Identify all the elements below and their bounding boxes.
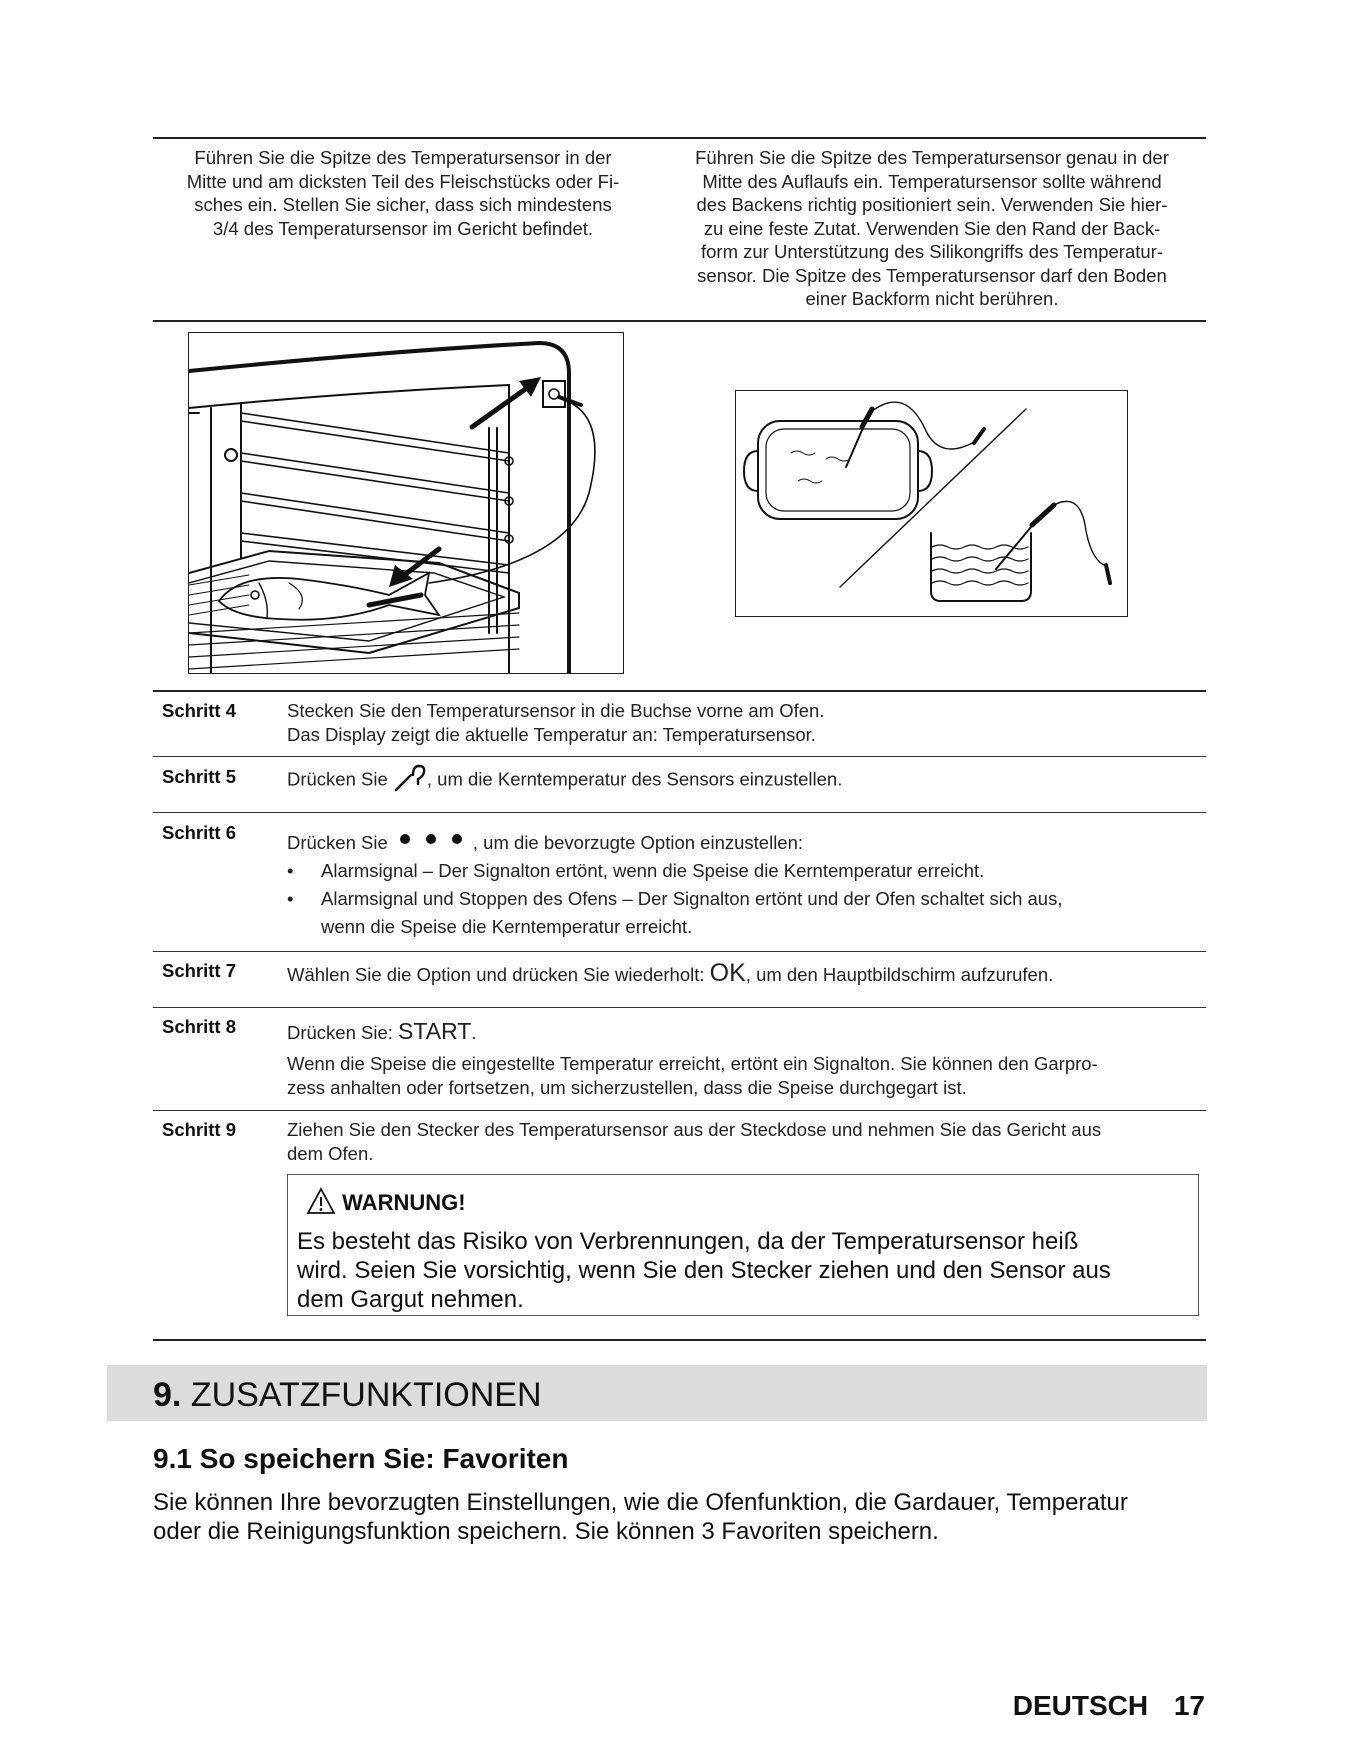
step-9-label: Schritt 9 <box>162 1119 237 1140</box>
step-divider <box>153 1007 1206 1008</box>
step-8-line: zess anhalten oder fortsetzen, um sicherzustellen, dass die Speise durchgegart ist. <box>287 1076 967 1098</box>
section-number: 9. <box>153 1376 182 1414</box>
warning-line: wird. Seien Sie vorsichtig, wenn Sie den Stecker ziehen und den Sensor aus <box>297 1257 1111 1284</box>
body-line: Sie können Ihre bevorzugten Einstellungen, wie die Ofenfunktion, die Gardauer, Temperatur <box>153 1489 1128 1516</box>
bullet-text: Alarmsignal und Stoppen des Ofens – Der Signalton ertönt und der Ofen schaltet sich aus, <box>321 888 1063 909</box>
intro-left-line: Mitte und am dicksten Teil des Fleischstücks oder Fi- <box>186 170 620 192</box>
intro-left-line: sches ein. Stellen Sie sicher, dass sich mindestens <box>194 194 612 215</box>
step-7-after: , um den Hauptbildschirm aufzurufen. <box>745 964 1054 985</box>
step-9-line: Ziehen Sie den Stecker des Temperatursensor aus der Steckdose und nehmen Sie das Gericht aus <box>287 1119 1102 1140</box>
step-8-line: Wenn die Speise die eingestellte Temperatur erreicht, ertönt ein Signalton. Sie können den Garpro- <box>287 1053 1098 1074</box>
step-6-bullet-continuation: wenn die Speise die Kerntemperatur erreicht. <box>321 916 693 937</box>
body-line: oder die Reinigungsfunktion speichern. Sie können 3 Favoriten speichern. <box>153 1518 939 1545</box>
oven-probe-fish-icon <box>189 333 623 673</box>
step-5-before: Drücken Sie <box>287 768 393 790</box>
step-divider <box>153 812 1206 813</box>
body-paragraph <box>153 1488 1213 1546</box>
warning-box <box>287 1174 1199 1316</box>
step-4-text <box>287 699 825 746</box>
step-6-after: , um die bevorzugte Option einzustellen: <box>472 832 804 853</box>
warning-line: Es besteht das Risiko von Verbrennungen, da der Temperatursensor heiß <box>297 1228 1079 1255</box>
intro-right-line: Führen Sie die Spitze des Temperatursensor genau in der <box>695 147 1169 168</box>
intro-right-line: sensor. Die Spitze des Temperatursensor darf den Boden <box>697 264 1167 286</box>
probe-icon <box>393 763 427 799</box>
step-5-label: Schritt 5 <box>162 766 237 787</box>
step-7-before: Wählen Sie die Option und drücken Sie wiederholt: <box>287 964 710 985</box>
footer-language: DEUTSCH <box>1012 1690 1149 1721</box>
steps-top-rule <box>153 690 1206 692</box>
warning-title-text: WARNUNG! <box>342 1189 466 1215</box>
step-6-text <box>287 831 803 857</box>
step-6-before: Drücken Sie <box>287 832 393 853</box>
step-6-label: Schritt 6 <box>162 822 237 843</box>
step-8-after: . <box>471 1022 477 1043</box>
intro-right-line: form zur Unterstützung des Silikongriffs des Temperatur- <box>700 241 1163 262</box>
bullet-text: Alarmsignal – Der Signalton ertönt, wenn die Speise die Kerntemperatur erreicht. <box>321 860 985 881</box>
steps-bottom-rule <box>153 1339 1206 1341</box>
warning-title <box>306 1187 466 1221</box>
step-4-line: Das Display zeigt die aktuelle Temperatur an: Temperatursensor. <box>287 723 816 745</box>
warning-text <box>297 1227 1187 1314</box>
step-7-text <box>287 959 1054 987</box>
step-8-label: Schritt 8 <box>162 1016 237 1037</box>
warning-line: dem Gargut nehmen. <box>297 1286 524 1313</box>
step-5-text <box>287 763 842 799</box>
casserole-probe-icon <box>736 391 1127 616</box>
page-number: 17 <box>1173 1690 1205 1721</box>
subsection-heading: 9.1 So speichern Sie: Favoriten <box>153 1443 569 1474</box>
figure-top-rule <box>153 320 1206 322</box>
step-divider <box>153 756 1206 757</box>
ok-key: OK <box>709 959 746 987</box>
intro-right <box>657 146 1207 311</box>
step-6-bullet: • Alarmsignal – Der Signalton ertönt, wenn die Speise die Kerntemperatur erreicht. <box>287 860 985 881</box>
intro-left-line: Führen Sie die Spitze des Temperatursensor in der <box>194 147 612 168</box>
step-9-line: dem Ofen. <box>287 1142 374 1164</box>
intro-left <box>153 146 653 240</box>
start-key: START <box>398 1018 472 1044</box>
oven-probe-fish-illustration <box>188 332 624 674</box>
casserole-probe-illustration <box>735 390 1128 617</box>
intro-left-line: 3/4 des Temperatursensor im Gericht befindet. <box>212 217 594 239</box>
intro-right-line: zu eine feste Zutat. Verwenden Sie den Rand der Back- <box>703 217 1161 239</box>
step-9-text <box>287 1118 1101 1165</box>
page-footer <box>1013 1690 1205 1722</box>
three-dots-icon <box>393 831 473 857</box>
step-divider <box>153 951 1206 952</box>
section-heading <box>153 1376 542 1415</box>
step-6-bullet: • Alarmsignal und Stoppen des Ofens – Der Signalton ertönt und der Ofen schaltet sich aus, <box>287 888 1063 909</box>
step-5-after: , um die Kerntemperatur des Sensors einzustellen. <box>426 768 843 790</box>
step-4-label: Schritt 4 <box>162 700 237 721</box>
warning-triangle-icon <box>306 1187 336 1221</box>
step-8-text <box>287 1020 476 1045</box>
step-4-line: Stecken Sie den Temperatursensor in die Buchse vorne am Ofen. <box>287 700 825 721</box>
step-7-label: Schritt 7 <box>162 960 237 981</box>
step-divider <box>153 1110 1206 1111</box>
intro-right-line: einer Backform nicht berühren. <box>805 288 1059 309</box>
intro-right-line: des Backens richtig positioniert sein. Verwenden Sie hier- <box>696 194 1168 215</box>
section-title: ZUSATZFUNKTIONEN <box>190 1376 542 1414</box>
step-8-description <box>287 1052 1098 1099</box>
top-rule <box>153 137 1206 139</box>
intro-right-line: Mitte des Auflaufs ein. Temperatursensor sollte während <box>702 170 1162 192</box>
step-8-before: Drücken Sie: <box>287 1022 399 1043</box>
